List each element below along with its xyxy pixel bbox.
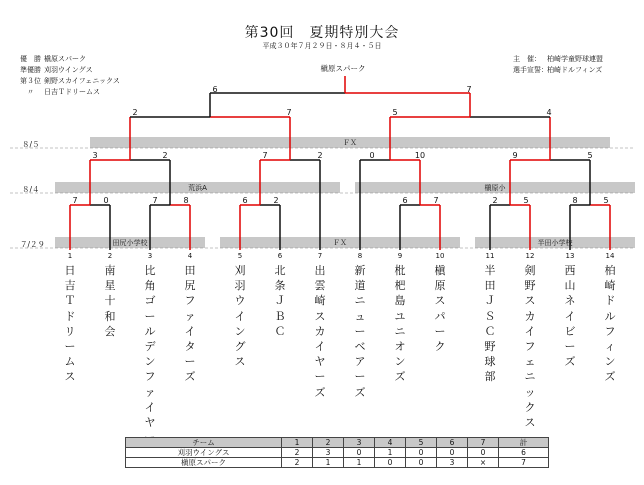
venue-label: ＦＸ <box>343 139 357 147</box>
round-date: ８/４ <box>22 185 40 194</box>
team-number: 2 <box>107 252 113 260</box>
table-cell: 2 <box>282 448 313 458</box>
team-number: 6 <box>277 252 283 260</box>
team-number: 3 <box>147 252 153 260</box>
team-number: 7 <box>317 252 323 260</box>
table-row <box>126 458 549 468</box>
score: 5 <box>587 151 593 160</box>
score: 5 <box>523 196 529 205</box>
score: 8 <box>572 196 578 205</box>
score: 7 <box>433 196 439 205</box>
score: 7 <box>72 196 78 205</box>
team-name: 比角ゴールデンファイヤ <box>144 264 156 430</box>
score: 5 <box>603 196 609 205</box>
team-name: 半田ＪＳＣ野球部 <box>484 264 496 384</box>
page-title: 第30回 夏期特別大会 <box>244 25 400 41</box>
score: 10 <box>414 151 426 160</box>
team-number: 9 <box>397 252 403 260</box>
team-number: 4 <box>187 252 193 260</box>
score: 8 <box>183 196 189 205</box>
table-cell: 6 <box>499 448 549 458</box>
table-cell: 刈羽ウイングス <box>126 448 282 458</box>
team-number: 10 <box>435 252 445 260</box>
team-number: 13 <box>565 252 575 260</box>
team-name: 日吉Ｔドリームス <box>64 264 76 384</box>
line-score-table <box>125 437 549 468</box>
result-label: 準優勝 <box>20 66 41 74</box>
team-number: 14 <box>605 252 615 260</box>
result-value: 刈羽ウイングス <box>44 66 93 74</box>
table-cell: 3 <box>437 458 468 468</box>
team-name: 刈羽ウイングス <box>234 264 246 369</box>
score: 4 <box>546 108 552 117</box>
team-name: 田尻ファイターズ <box>184 264 196 384</box>
table-cell: 0 <box>406 448 437 458</box>
team-number: 12 <box>525 252 535 260</box>
table-cell: 槇原スパーク <box>126 458 282 468</box>
pledge-label: 選手宣誓： <box>513 66 548 74</box>
score: 5 <box>392 108 398 117</box>
table-header-cell: 6 <box>437 438 468 448</box>
result-value: 槇原スパーク <box>44 55 86 63</box>
table-header-cell: 1 <box>282 438 313 448</box>
table-header-cell: 7 <box>468 438 499 448</box>
team-name: 西山ネイビーズ <box>564 264 576 369</box>
score: 6 <box>212 85 218 94</box>
team-name: 槇原スパーク <box>434 264 446 354</box>
table-cell: 0 <box>468 448 499 458</box>
score: 3 <box>92 151 98 160</box>
venue-label: 半田小学校 <box>537 239 573 247</box>
table-cell: 7 <box>499 458 549 468</box>
result-value: 日吉Ｔドリームス <box>44 88 100 96</box>
table-cell: 1 <box>375 448 406 458</box>
table-cell: 0 <box>375 458 406 468</box>
score: 2 <box>492 196 498 205</box>
score: 7 <box>262 151 268 160</box>
score: 7 <box>152 196 158 205</box>
organizer-label: 主 催： <box>513 55 541 63</box>
team-name: 枇杷島ユニオンズ <box>394 264 406 384</box>
team-number: 8 <box>357 252 363 260</box>
score: 6 <box>402 196 408 205</box>
score: 0 <box>103 196 109 205</box>
table-cell: 1 <box>313 458 344 468</box>
table-header-cell: 5 <box>406 438 437 448</box>
table-cell: 3 <box>313 448 344 458</box>
score: 7 <box>286 108 292 117</box>
team-name: 新道ニューベアーズ <box>354 264 366 399</box>
team-name: 剣野スカイフェニックス <box>524 264 536 430</box>
table-header-cell: 計 <box>499 438 549 448</box>
team-number: 1 <box>67 252 73 260</box>
table-header-cell: 4 <box>375 438 406 448</box>
score: 2 <box>162 151 168 160</box>
table-cell: 2 <box>282 458 313 468</box>
score: 2 <box>273 196 279 205</box>
table-header-cell: 2 <box>313 438 344 448</box>
team-name: 南星十和会 <box>104 264 116 338</box>
pledge-value: 柏崎ドルフィンズ <box>547 66 603 74</box>
table-cell: 0 <box>406 458 437 468</box>
team-name: 柏崎ドルフィンズ <box>604 264 616 384</box>
venue-label: 荒浜A <box>188 184 207 192</box>
team-name: 出雲崎スカイヤーズ <box>314 264 326 399</box>
organizer-value: 柏崎学童野球連盟 <box>547 55 603 63</box>
tournament-dates: 平成３０年７月２９日・８月４・５日 <box>262 42 382 50</box>
score: 2 <box>317 151 323 160</box>
table-cell: 1 <box>344 458 375 468</box>
result-label: 第３位 <box>20 77 41 85</box>
score: 2 <box>132 108 138 117</box>
table-row <box>126 448 549 458</box>
table-header-cell: チーム <box>126 438 282 448</box>
score: 0 <box>369 151 375 160</box>
table-header-cell: 3 <box>344 438 375 448</box>
result-value: 剣野スカイフェニックス <box>44 77 120 85</box>
venue-label: ＦＸ <box>333 239 347 247</box>
round-date: ８/５ <box>22 140 40 149</box>
score: 6 <box>242 196 248 205</box>
team-name: 北条ＪＢＣ <box>274 264 286 338</box>
team-number: 5 <box>237 252 243 260</box>
score: 9 <box>512 151 518 160</box>
team-number: 11 <box>485 252 495 260</box>
table-cell: × <box>468 458 499 468</box>
round-date: ７/２９ <box>20 240 46 249</box>
result-label: 優 勝 <box>20 55 41 63</box>
table-header-row <box>126 438 549 448</box>
table-cell: 0 <box>437 448 468 458</box>
score: 7 <box>466 85 472 94</box>
result-label: 〃 <box>27 88 34 96</box>
venue-label: 槇原小 <box>484 184 506 192</box>
venue-label: 田尻小学校 <box>112 239 148 247</box>
table-cell: 0 <box>344 448 375 458</box>
champion-label: 槇原スパーク <box>320 64 366 73</box>
